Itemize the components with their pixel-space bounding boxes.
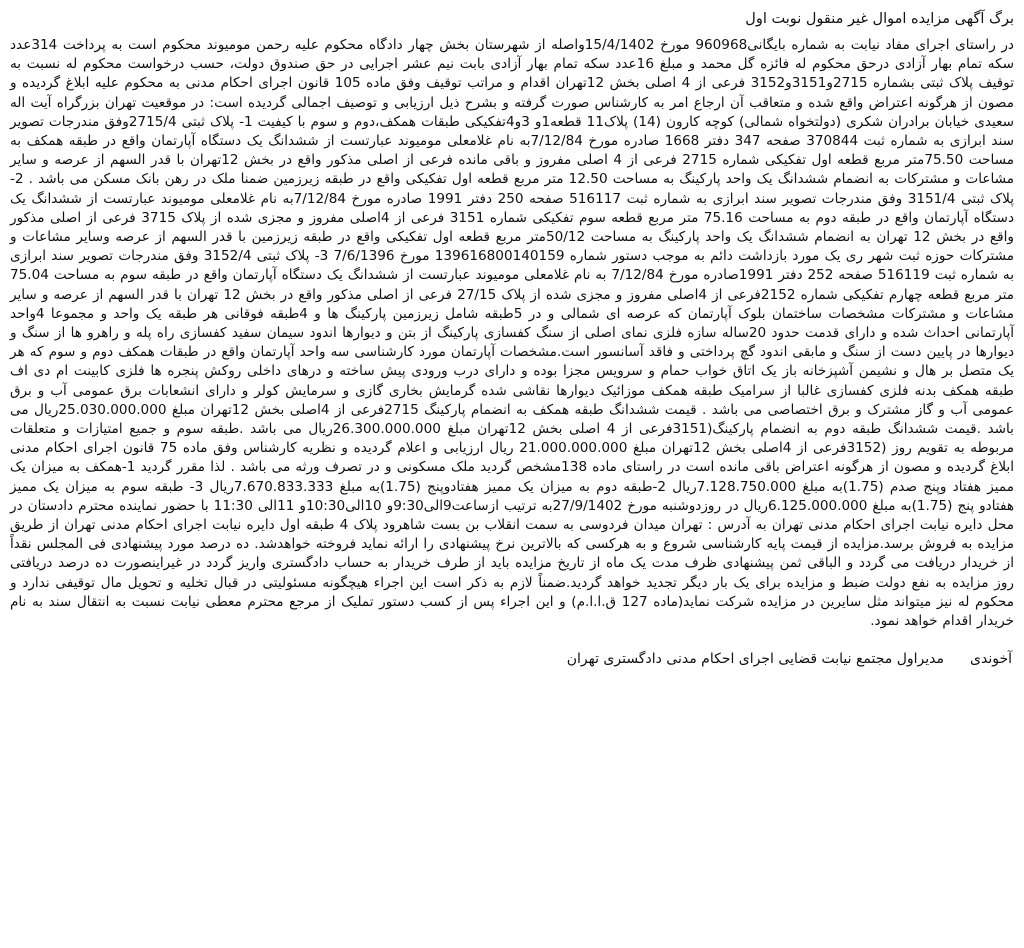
signature-block: [10, 649, 1014, 669]
notice-body: در راستای اجرای مفاد نیابت به شماره بایگانی960968 مورخ 15/4/1402واصله از شهرستان بخش چهار دادگاه محکوم علیه رحمن موميوند محکوم است به پرداخت 314عدد سکه تمام بهار آزادی درحق محکوم له فائزه گل محمد و مبلغ 16عدد سکه تمام بهار آزادی بابت نیم عشر اجرایی در حق صندوق دولت، حسب درخواست محکوم له نسبت به توقیف پلاک ثبتی بشماره 2715و3151و3152 فرعی از 4 اصلی بخش 12تهران اقدام و مراتب توقیف وفق ماده 105 قانون اجرای احکام مدنی به محکوم علیه ابلاغ گردیده و مصون از هرگونه اعتراض واقع شده و متعاقب آن ارجاع امر به کارشناس صورت گرفته و بشرح ذیل ارزیابی و توصیف اجمالی گردیده است: در موقعیت تهران بزرگراه آیت اله سعیدی خیابان برادران شکری (دولتخواه شمالی) کوچه کارون (14) پلاک11 قطعه1و 3و4تفکیکی طبقات همکف،دوم و سوم با کیفیت 1- پلاک ثبتی 2715/4وفق مندرجات تصویر سند ابرازی به شماره ثبت 370844 صفحه 347 دفتر 1668 صادره مورخ 7/12/84به نام غلامعلی موميوند عبارتست از ششدانگ یک دستگاه آپارتمان واقع در طبقه همکف به مساحت 75.50متر مربع قطعه اول تفکیکی شماره 2715 فرعی از 4 اصلی مفروز و باقی مانده فرعی از اصلی مذکور واقع در بخش 12تهران با قدر السهم از عرصه و سایر مشاعات و مشترکات به انضمام ششدانگ یک واحد پارکینگ به مساحت 12.50 متر مربع قطعه اول تفکیکی واقع در طبقه زیرزمین ضمنا ملک در رهن بانک مسکن می باشد . 2-پلاک ثبتی 3151/4 وفق مندرجات تصویر سند ابرازی به شماره ثبت 516117 صفحه 250 دفتر 1991 صادره مورخ 7/12/84به نام غلامعلی موميوند عبارتست از ششدانگ یک دستگاه آپارتمان واقع در طبقه دوم به مساحت 75.16 متر مربع قطعه سوم تفکیکی شماره 3151 فرعی از 4اصلی مفروز و مجزی شده از پلاک 3715 فرعی از اصلی مذکور واقع در بخش 12 تهران به انضمام ششدانگ یک واحد پارکینگ به مساحت 50/12متر مربع قطعه اول تفکیکی واقع در طبقه زیرزمین با قدر السهم از عرصه وسایر مشاعات و مشترکات حوزه ثبت شهر ری یک مورد بازداشت دائم به موجب دستور شماره 139616800140159 مورخ 7/6/1396 3- پلاک ثبتی 3152/4 وفق مندرجات تصویر سند ابرازی به شماره ثبت 516119 صفحه 252 دفتر 1991صادره مورخ 7/12/84 به نام غلامعلی موميوند عبارتست از ششدانگ یک دستگاه آپارتمان واقع در طبقه سوم به مساحت 75.04 متر مربع قطعه چهارم تفکیکی شماره 2152فرعی از 4اصلی مفروز و مجزی شده از پلاک 27/15 فرعی از اصلی مذکور واقع در بخش 12 تهران با قدر السهم از عرصه و سایر مشاعات و مشترکات مشخصات ساختمان بلوک آپارتمان که عرصه ای شمالی و در 5طبقه شامل زیرزمین پارکینگ ها و 4طبقه فوقانی هر طبقه یک واحد و مجموعا 4واحد آپارتمانی احداث شده و دارای قدمت حدود 20ساله سازه فلزی نمای اصلی از سنگ کفسازی پارکینگ از بتن و دیوارها اندود سیمان سفید کفسازی راه پله و راهرو ها از سنگ و دیوارها در پایین دست از سنگ و مابقی اندود گچ پرداختی و فاقد آسانسور است.مشخصات آپارتمان مورد کارشناسی سه واحد آپارتمان واقع در طبقات همکف دوم و سوم که هر یک متصل بر هال و نشیمن آشپزخانه باز یک اتاق خواب حمام و سرویس مجزا بوده و دارای درب ورودی پیش ساخته و درهای داخلی روکش پنجره ها فلزی کابینت ام دی اف طبقه همکف بدنه فلزی کفسازی غالبا از سرامیک طبقه همکف موزائیک دیوارها نقاشی شده گرمایش بخاری گازی و سرمایش کولر و دارای انشعابات برق عمومی آب و برق عمومی آب و گاز مشترک و برق اختصاصی می باشد . قیمت ششدانگ طبقه همکف به انضمام پارکینگ 2715فرعی از 4اصلی بخش 12تهران مبلغ 25.030.000.000ریال می باشد .قیمت ششدانگ طبقه دوم به انضمام پارکینگ(3151فرعی از 4 اصلی بخش 12تهران مبلغ 26.300.000.000ریال می باشد .طبقه سوم و جمیع امتیازات و متعلقات مربوطه به تقویم روز (3152فرعی از 4اصلی بخش 12تهران مبلغ 21.000.000.000 ریال ارزیابی و اعلام گردیده و نظریه کارشناس وفق ماده 75 قانون اجرای احکام مدنی ابلاغ گردیده و مصون از هرگونه اعتراض باقی مانده است در راستای ماده 138مشخص گردید ملک مسکونی و در تصرف ورثه می باشد . لذا مقرر گردید 1-همکف به میزان یک ممیز هفتاد وپنج صدم (1.75)به مبلغ 7.128.750.000ریال 2-طبقه دوم به میزان یک ممیز هفتادوپنج (1.75)به مبلغ 7.670.833.333ریال 3- طبقه سوم به میزان یک ممیز هفتادو پنج (1.75)به مبلغ 6.125.000.000ریال در روزدوشنبه مورخ 27/9/1402به ترتیب ازساعت9الی9:30و 10الی10:30و 11الی 11:30 با حضور نماینده محترم دادستان در محل دایره نیابت اجرای احکام مدنی تهران به آدرس : تهران میدان فردوسی به سمت انقلاب بن بست شاهرود پلاک 4 طبقه اول دایره نیابت اجرای احکام مدنی تهران از طریق مزایده به فروش برسد.مزایده از قیمت پایه کارشناسی شروع و به هرکسی که بالاترین نرخ پیشنهادی را ارائه نماید فروخته خواهدشد. ده درصد مورد پیشنهادی فی المجلس نقداً از خریدار دریافت می گردد و الباقی ثمن پیشنهادی ظرف مدت یک ماه از تاریخ مزایده باید از طرف خریدار به حساب دادگستری واریز گردد در غیراینصورت ده درصد دریافتی روز مزایده به نفع دولت ضبط و مزایده برای یک بار دیگر تجدید خواهد گردید.ضمناً لازم به ذکر است این اجراء هیچگونه مسئولیتی در قبال تخلیه و تحویل مال توقیفی ندارد و محکوم له نیز میتواند مثل سایرین در مزایده شرکت نماید(ماده 127 ق.ا.ا.م) و این اجراء پس از کسب دستور تملیک از مرجع محترم معطی نیابت نسبت به انتقال سند به نام خریدار اقدام خواهد نمود.: [10, 37, 1015, 630]
notice-title: برگ آگهی مزایده اموال غیر منقول نوبت اول: [745, 11, 1014, 27]
signature-title: مدیراول مجتمع نیابت قضایی اجرای احکام مدنی دادگستری تهران: [566, 651, 945, 668]
signature-name: آخوندی: [970, 651, 1012, 668]
